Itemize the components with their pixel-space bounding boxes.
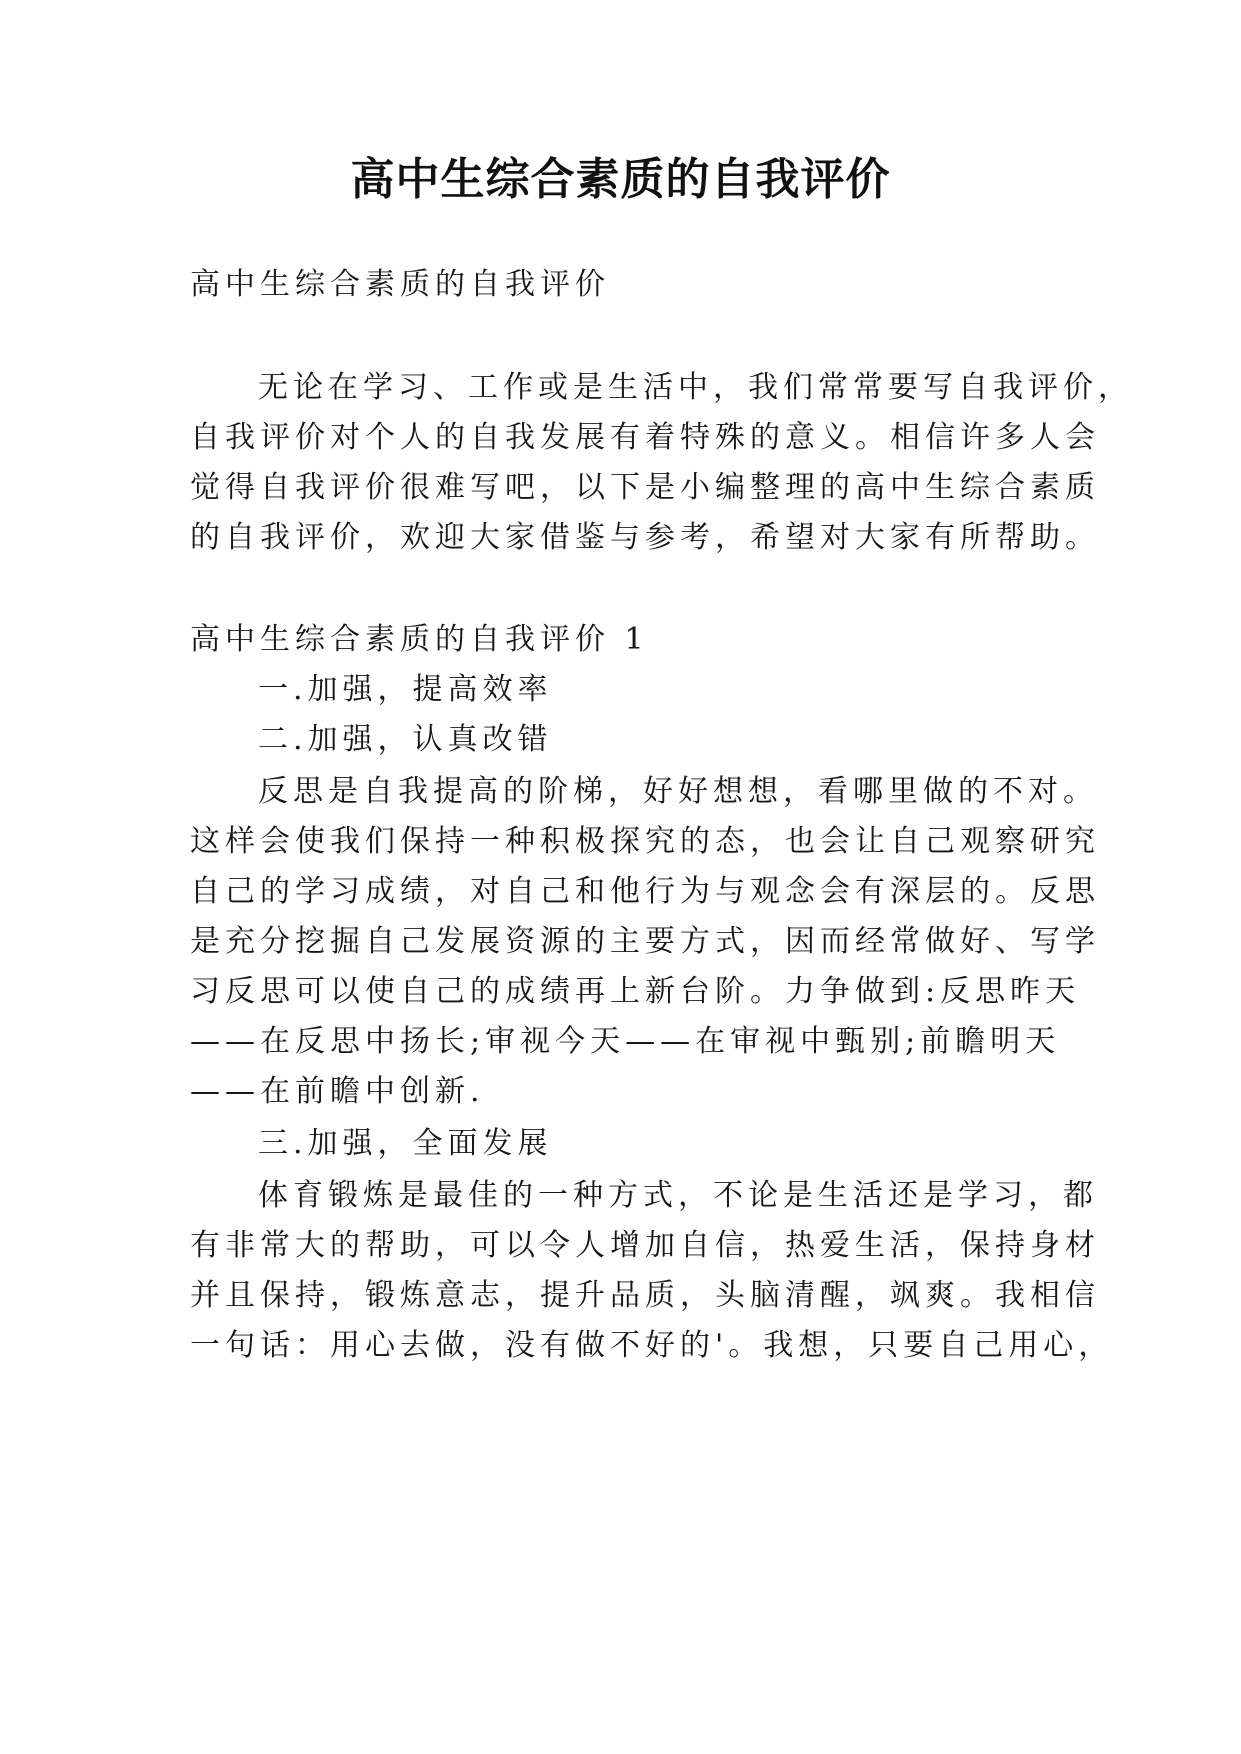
sports-line: 一句话：用心去做，没有做不好的'。我想，只要自己用心，: [190, 1328, 1114, 1363]
sports-line: 体育锻炼是最佳的一种方式，不论是生活还是学习，都: [258, 1178, 1098, 1213]
reflection-line: 这样会使我们保持一种积极探究的态，也会让自己观察研究: [190, 824, 1100, 859]
point-three: 三.加强，全面发展: [258, 1126, 553, 1161]
reflection-line: 反思是自我提高的阶梯，好好想想，看哪里做的不对。: [258, 774, 1098, 809]
point-two: 二.加强，认真改错: [258, 722, 553, 757]
document-title: 高中生综合素质的自我评价: [350, 154, 891, 205]
intro-line: 自我评价对个人的自我发展有着特殊的意义。相信许多人会: [190, 420, 1100, 455]
intro-line: 觉得自我评价很难写吧，以下是小编整理的高中生综合素质: [190, 470, 1100, 505]
sports-line: 有非常大的帮助，可以令人增加自信，热爱生活，保持身材: [190, 1228, 1100, 1263]
reflection-line: 是充分挖掘自己发展资源的主要方式，因而经常做好、写学: [190, 924, 1100, 959]
reflection-line: 自己的学习成绩，对自己和他行为与观念会有深层的。反思: [190, 874, 1100, 909]
reflection-line: ——在反思中扬长;审视今天——在审视中甄别;前瞻明天: [190, 1024, 1061, 1059]
intro-line: 无论在学习、工作或是生活中，我们常常要写自我评价，: [258, 370, 1133, 405]
reflection-line: 习反思可以使自己的成绩再上新台阶。力争做到:反思昨天: [190, 974, 1081, 1009]
intro-line: 的自我评价，欢迎大家借鉴与参考，希望对大家有所帮助。: [190, 520, 1100, 555]
reflection-line: ——在前瞻中创新.: [190, 1074, 485, 1109]
document-subtitle: 高中生综合素质的自我评价: [190, 267, 610, 302]
sports-line: 并且保持，锻炼意志，提升品质，头脑清醒，飒爽。我相信: [190, 1278, 1100, 1313]
section-heading: 高中生综合素质的自我评价 1: [190, 622, 649, 657]
point-one: 一.加强，提高效率: [258, 672, 553, 707]
